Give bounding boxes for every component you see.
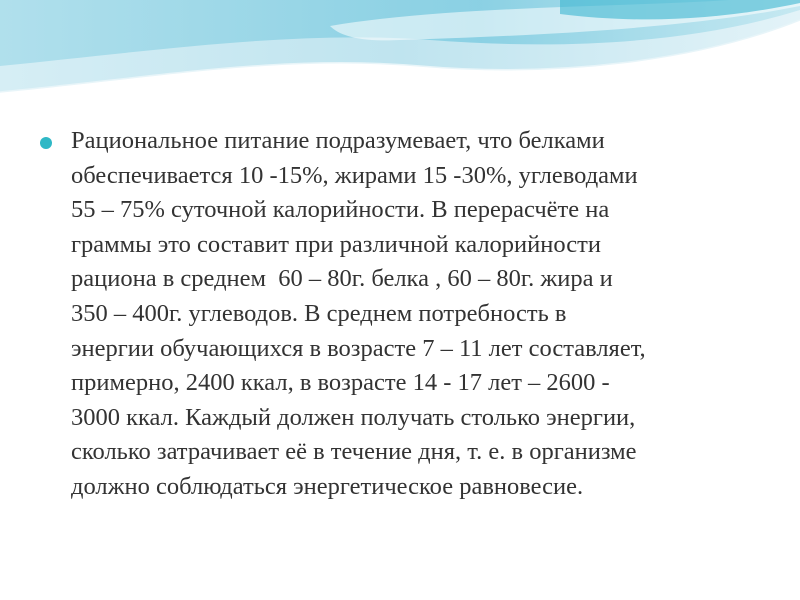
text-line: примерно, 2400 ккал, в возрасте 14 - 17 лет – 2600 - [71,369,610,397]
text-line: обеспечивается 10 -15%, жирами 15 -30%, углеводами [71,161,638,189]
bullet-text [71,124,760,505]
text-line: 350 – 400г. углеводов. В среднем потребность в [71,299,567,327]
text-line: Рациональное питание подразумевает, что белками [71,127,605,154]
bullet-dot-icon [40,137,52,149]
wave-header-decoration [0,0,800,110]
bullet-item [40,124,760,505]
text-line: должно соблюдаться энергетическое равновесие. [71,472,584,500]
body-content [40,124,760,505]
text-line: сколько затрачивает её в течение дня, т. е. в организме [71,438,637,466]
text-line: 55 – 75% суточной калорийности. В перерасчёте на [71,196,610,224]
text-line: граммы это составит при различной калорийности [71,230,601,258]
text-line: энергии обучающихся в возрасте 7 – 11 лет составляет, [71,334,646,362]
text-line: 3000 ккал. Каждый должен получать столько энергии, [71,403,636,431]
text-line: рациона в среднем 60 – 80г. белка , 60 – 80г. жира и [71,265,613,293]
